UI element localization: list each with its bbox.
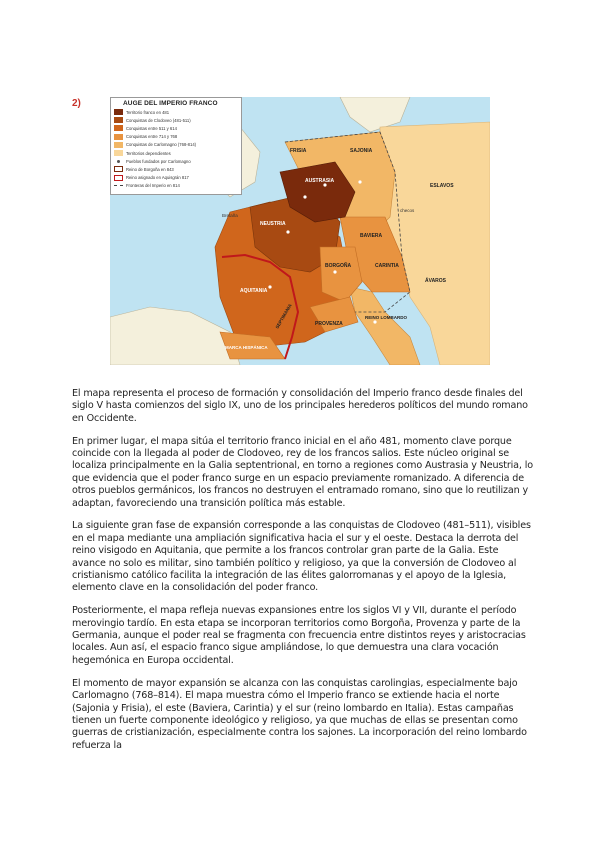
legend-swatch bbox=[114, 117, 123, 123]
legend-item bbox=[111, 182, 241, 190]
paragraph: El mapa representa el proceso de formación y consolidación del Imperio franco desde finales del siglo V hasta comienzos del siglo IX, uno de los principales herederos políticos del mundo romano en Occidente. bbox=[72, 388, 528, 424]
label-provenza: PROVENZA bbox=[315, 321, 343, 327]
label-austrasia: AUSTRASIA bbox=[305, 178, 335, 184]
label-borgona: BORGOÑA bbox=[325, 263, 352, 269]
legend-swatch bbox=[114, 125, 123, 131]
label-sajonia: SAJONIA bbox=[350, 148, 373, 154]
legend-box-icon bbox=[114, 166, 123, 172]
legend-label: Reino de Borgoña en 843 bbox=[126, 166, 174, 172]
legend-label: Territorios dependientes bbox=[126, 150, 171, 156]
commentary-text bbox=[72, 388, 534, 763]
legend-label: Conquistas de Clodoveo (481-511) bbox=[126, 117, 191, 123]
legend-redline-icon bbox=[114, 175, 123, 181]
legend-swatch bbox=[114, 134, 123, 140]
frankish-empire-map bbox=[110, 97, 490, 365]
legend-swatch bbox=[114, 109, 123, 115]
legend-label: Conquistas de Carlomagno (768-814) bbox=[126, 142, 197, 148]
legend-item bbox=[111, 108, 241, 116]
label-neustria: NEUSTRIA bbox=[260, 221, 286, 227]
legend-swatch bbox=[114, 150, 123, 156]
label-carintia: CARINTIA bbox=[375, 263, 399, 269]
legend-label: Reino asignado en Aquisgrán 817 bbox=[126, 175, 189, 181]
legend-item bbox=[111, 124, 241, 132]
town-dot bbox=[333, 270, 336, 273]
town-dot bbox=[373, 320, 376, 323]
label-reino-lombardo: REINO LOMBARDO bbox=[365, 315, 407, 320]
legend-label: Fronteras del Imperio en 814 bbox=[126, 183, 180, 189]
legend-item bbox=[111, 174, 241, 182]
legend-swatch bbox=[114, 142, 123, 148]
label-eslavos: ESLAVOS bbox=[430, 183, 454, 189]
legend-dashline-icon bbox=[114, 185, 123, 186]
legend-label: Conquistas entre 511 y 614 bbox=[126, 125, 177, 131]
paragraph: Posteriormente, el mapa refleja nuevas expansiones entre los siglos VI y VII, durante el período merovingio tardío. En esta etapa se incorporan territorios como Borgoña, Provenza y parte de la Germania, aunque el poder real se fragmenta con frecuencia entre distintos reyes y aristocracias locales. Aun así, el espacio franco sigue ampliándose, lo que demuestra una clara vocación hegemónica en Europa occidental. bbox=[72, 605, 526, 666]
label-septimania: SEPTIMANIA bbox=[274, 302, 293, 330]
town-dot bbox=[286, 230, 289, 233]
town-dot bbox=[303, 195, 306, 198]
legend-dot-icon bbox=[114, 158, 123, 164]
paragraph: En primer lugar, el mapa sitúa el territorio franco inicial en el año 481, momento clave porque coincide con la llegada al poder de Clodoveo, rey de los francos salios. Este núcleo original se localiza principalmente en la Galia septentrional, en torno a regiones como Austrasia y Neustria, lo que evidencia que el poder franco surge en un espacio previamente romanizado. A diferencia de otros pueblos germánicos, los francos no destruyen el entramado romano, sino que lo reutilizan y adaptan, favoreciendo una transición política más estable. bbox=[72, 435, 533, 509]
legend-item bbox=[111, 165, 241, 173]
label-aquitania: AQUITANIA bbox=[240, 288, 268, 294]
label-frisia: FRISIA bbox=[290, 148, 307, 154]
legend-item bbox=[111, 141, 241, 149]
label-bretana: Bretaña bbox=[222, 213, 238, 218]
legend-item bbox=[111, 157, 241, 165]
map-legend bbox=[110, 97, 242, 195]
question-number: 2) bbox=[72, 98, 81, 109]
label-marca-hispanica: MARCA HISPÁNICA bbox=[225, 345, 268, 350]
label-checos: checos bbox=[400, 208, 415, 213]
legend-item bbox=[111, 149, 241, 157]
legend-item bbox=[111, 116, 241, 124]
paragraph: La siguiente gran fase de expansión corresponde a las conquistas de Clodoveo (481–511), visibles en el mapa mediante una ampliación significativa hacia el sur y el oeste. Destaca la derrota del reino visigodo en Aquitania, que permite a los francos controlar gran parte de la Galia. Este avance no solo es militar, sino también político y religioso, ya que la conversión de Clodoveo al cristianismo católico facilita la integración de las élites galorromanas y el apoyo de la Iglesia, elemento clave en la consolidación del poder franco. bbox=[72, 520, 531, 594]
label-avaros: ÁVAROS bbox=[425, 278, 447, 284]
legend-item bbox=[111, 133, 241, 141]
legend-label: Pueblos fundados por Carlomagno bbox=[126, 158, 191, 164]
label-baviera: BAVIERA bbox=[360, 233, 383, 239]
town-dot bbox=[358, 180, 361, 183]
paragraph: El momento de mayor expansión se alcanza con las conquistas carolingias, especialmente bajo Carlomagno (768–814). El mapa muestra cómo el Imperio franco se extiende hacia el norte (Sajonia y Frisia), el este (Baviera, Carintia) y el sur (reino lombardo en Italia). Estas campañas tienen un fuerte componente ideológico y religioso, ya que muchas de ellas se presentan como guerras de cristianización, especialmente contra los sajones. La incorporación del reino lombardo refuerza la bbox=[72, 677, 527, 751]
map-title: AUGE DEL IMPERIO FRANCO bbox=[123, 100, 218, 107]
legend-label: Territorio franco en 481 bbox=[126, 109, 170, 115]
town-dot bbox=[268, 285, 271, 288]
legend-label: Conquistas entre 714 y 768 bbox=[126, 134, 178, 140]
